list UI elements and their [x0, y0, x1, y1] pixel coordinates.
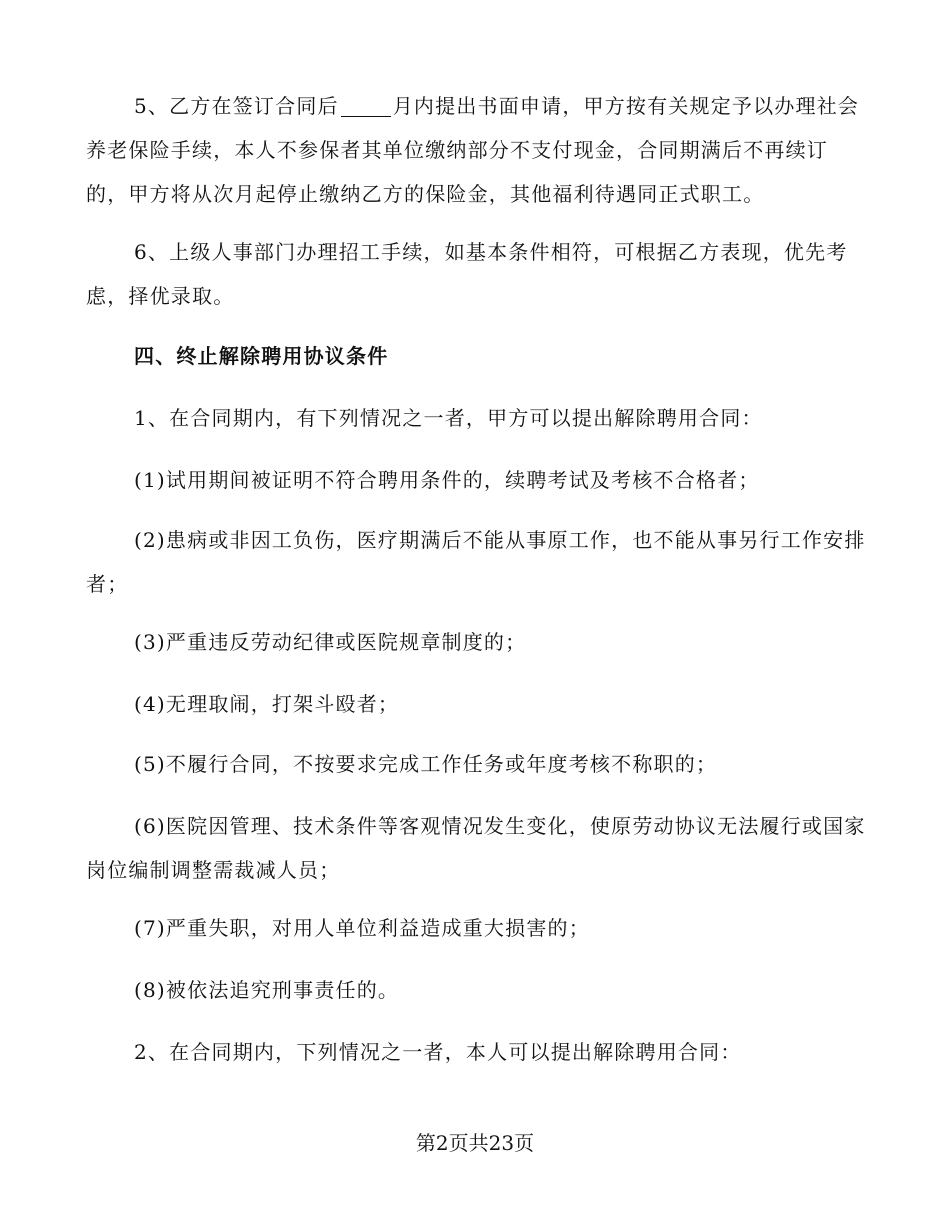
blank-underline [341, 94, 391, 117]
section-heading-4: 四、终止解除聘用协议条件 [134, 344, 389, 368]
paragraph-item-5-start: 5、乙方在签订合同后 [134, 94, 339, 118]
list-item-4: (4)无理取闹，打架斗殴者； [134, 692, 400, 716]
list-item-1: (1)试用期间被证明不符合聘用条件的，续聘考试及考核不合格者； [134, 468, 760, 492]
paragraph-item-5 [86, 84, 868, 216]
paragraph-item-5-rest: 月内提出书面申请，甲方按有关规定予以办理社会养老保险手续，本人不参保者其单位缴纳部分不支付现金，合同期满后不再续订的，甲方将从次月起停止缴纳乙方的保险金，其他福利待遇同正式职工。 [86, 94, 860, 206]
page-number-footer: 第2页共23页 [415, 1131, 535, 1155]
clause-4-1: 1、在合同期内，有下列情况之一者，甲方可以提出解除聘用合同： [134, 406, 763, 430]
list-item-3: (3)严重违反劳动纪律或医院规章制度的； [134, 630, 527, 654]
list-item-2: (2)患病或非因工负伤，医疗期满后不能从事原工作，也不能从事另行工作安排者； [86, 528, 866, 596]
list-item-5: (5)不履行合同，不按要求完成工作任务或年度考核不称职的； [134, 752, 718, 776]
list-item-6: (6)医院因管理、技术条件等客观情况发生变化，使原劳动协议无法履行或国家岗位编制调整需裁减人员； [86, 814, 866, 882]
paragraph-item-6: 6、上级人事部门办理招工手续，如基本条件相符，可根据乙方表现，优先考虑，择优录取。 [86, 240, 848, 308]
clause-4-2: 2、在合同期内，下列情况之一者，本人可以提出解除聘用合同： [134, 1040, 742, 1064]
list-item-8: (8)被依法追究刑事责任的。 [134, 978, 400, 1002]
list-item-7: (7)严重失职，对用人单位利益造成重大损害的； [134, 916, 590, 940]
